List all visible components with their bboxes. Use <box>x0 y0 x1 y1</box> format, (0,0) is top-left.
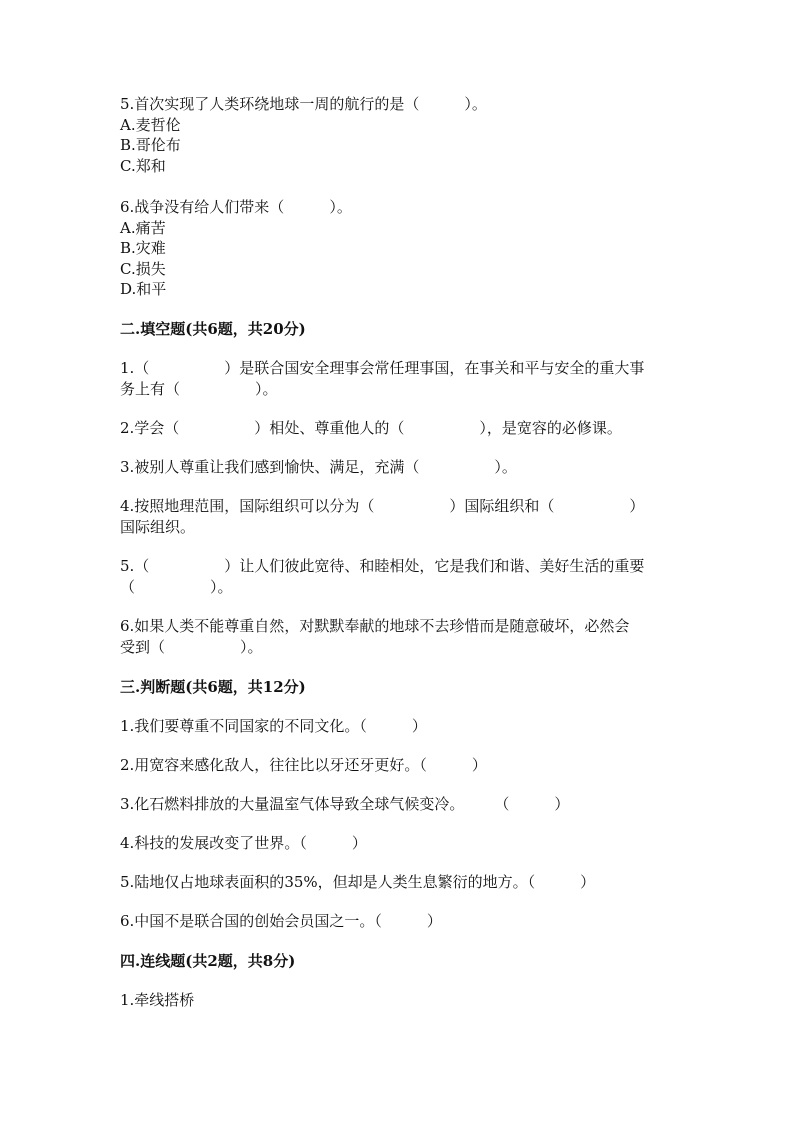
question-line: 务上有（ ）。 <box>120 379 278 398</box>
fill-blank-question-1 <box>120 358 680 400</box>
question-line: （ ）。 <box>120 577 233 596</box>
option-c: C.郑和 <box>120 156 166 175</box>
option-b: B.哥伦布 <box>120 136 181 154</box>
true-false-question-1: 1.我们要尊重不同国家的不同文化。（ ） <box>120 716 427 735</box>
question-stem: 6.战争没有给人们带来（ ）。 <box>120 198 352 216</box>
section-title-matching: 四.连线题(共2题，共8分) <box>120 951 296 970</box>
question-stem: 5.首次实现了人类环绕地球一周的航行的是（ ）。 <box>120 95 487 113</box>
true-false-question-6: 6.中国不是联合国的创始会员国之一。（ ） <box>120 911 442 930</box>
fill-blank-question-2 <box>120 418 680 439</box>
question-line: 1.（ ）是联合国安全理事会常任理事国，在事关和平与安全的重大事 <box>120 358 645 377</box>
spacer <box>120 176 680 197</box>
choice-question-6 <box>120 197 680 300</box>
true-false-question-5: 5.陆地仅占地球表面积的35%，但却是人类生息繁衍的地方。（ ） <box>120 872 596 891</box>
section-title-true-false: 三.判断题(共6题，共12分) <box>120 677 306 696</box>
fill-blank-question-6 <box>120 616 680 658</box>
question-line: 5.（ ）让人们彼此宽待、和睦相处，它是我们和谐、美好生活的重要 <box>120 556 645 575</box>
matching-question-1: 1.牵线搭桥 <box>120 990 195 1009</box>
exam-page <box>120 94 680 1029</box>
true-false-question-3: 3.化石燃料排放的大量温室气体导致全球气候变冷。 （ ） <box>120 794 570 813</box>
question-line: 国际组织。 <box>120 517 196 536</box>
fill-blank-question-3 <box>120 457 680 478</box>
option-b: B.灾难 <box>120 239 166 257</box>
true-false-question-2: 2.用宽容来感化敌人，往往比以牙还牙更好。（ ） <box>120 755 487 774</box>
question-line: 2.学会（ ）相处、尊重他人的（ ），是宽容的必修课。 <box>120 418 622 437</box>
option-a: A.痛苦 <box>120 218 166 237</box>
question-line: 6.如果人类不能尊重自然，对默默奉献的地球不去珍惜而是随意破坏，必然会 <box>120 616 630 635</box>
fill-blank-question-5 <box>120 556 680 598</box>
question-line: 3.被别人尊重让我们感到愉快、满足，充满（ ）。 <box>120 457 517 476</box>
option-d: D.和平 <box>120 280 167 298</box>
choice-question-5 <box>120 94 680 176</box>
question-line: 4.按照地理范围，国际组织可以分为（ ）国际组织和（ ） <box>120 496 645 515</box>
option-c: C.损失 <box>120 259 166 278</box>
option-a: A.麦哲伦 <box>120 115 181 134</box>
true-false-question-4: 4.科技的发展改变了世界。（ ） <box>120 833 367 852</box>
question-line: 受到（ ）。 <box>120 637 263 656</box>
spacer <box>120 300 680 318</box>
section-title-fill-blank: 二.填空题(共6题，共20分) <box>120 319 306 338</box>
fill-blank-question-4 <box>120 496 680 538</box>
